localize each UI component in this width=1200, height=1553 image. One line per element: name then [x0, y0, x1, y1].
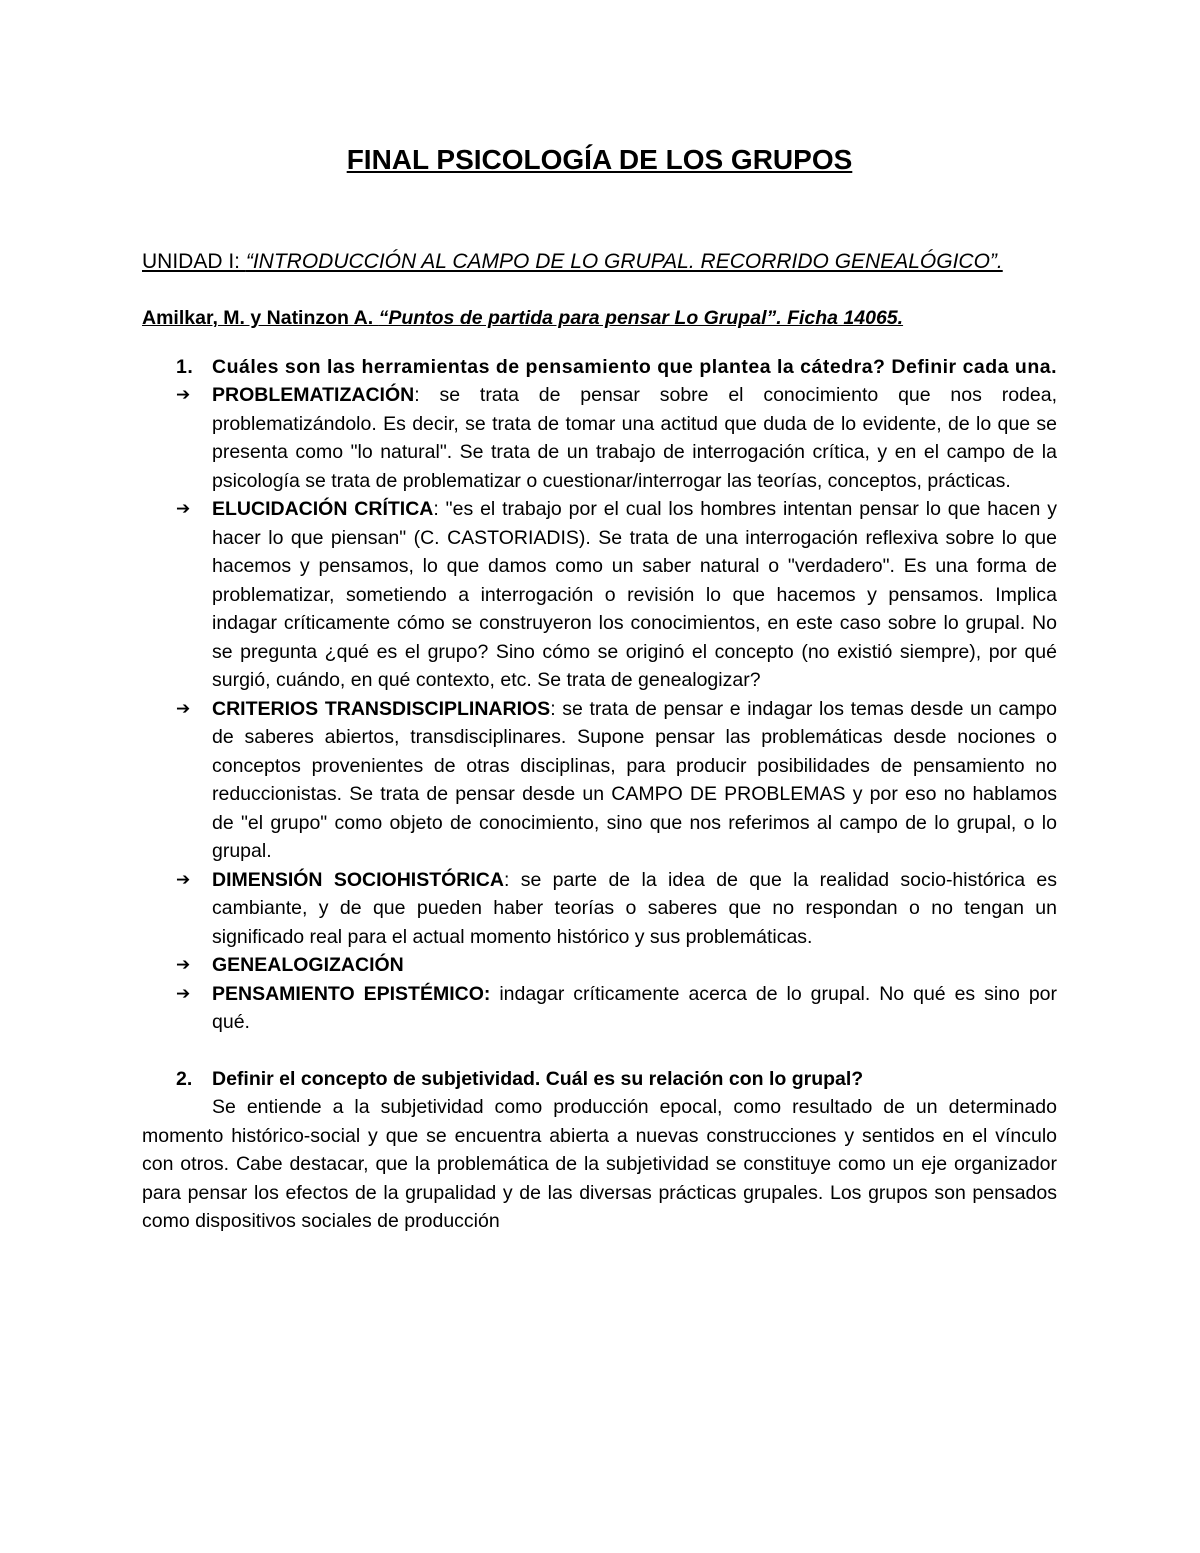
arrow-bullet-icon: ➔ [176, 698, 191, 718]
unit-prefix: UNIDAD I: [142, 250, 246, 273]
arrow-bullet-icon: ➔ [176, 385, 191, 404]
arrow-bullet-icon: ➔ [176, 983, 191, 1003]
list-item [142, 495, 1057, 695]
bullet-text: : se parte de la idea de que la realidad socio-histórica es cambiante, y de que pueden haber teorías o saberes que no respondan o no tengan un significado real para el actual momento histórico y sus problemáticas. [212, 868, 1057, 948]
question-2-number: 2. [176, 1067, 193, 1090]
bullet-term: PROBLEMATIZACIÓN [212, 384, 415, 406]
list-item [142, 695, 1057, 866]
document-title: FINAL PSICOLOGÍA DE LOS GRUPOS [346, 144, 853, 175]
bullet-term: GENEALOGIZACIÓN [212, 954, 404, 976]
list-item [142, 866, 1057, 952]
question-1 [142, 353, 1057, 382]
list-item [142, 381, 1057, 495]
bullet-text: : se trata de pensar e indagar los temas desde un campo de saberes abiertos, transdisciplinares. Supone pensar las problemáticas desde nociones o conceptos provenientes de otras disciplinas, para producir posibilidades de pensamiento no reduccionistas. Se trata de pensar desde un CAMPO DE PROBLEMAS y por eso no hablamos de "el grupo" como objeto de conocimiento, sino que nos referimos al campo de lo grupal, o lo grupal. [212, 697, 1058, 862]
bullet-term: PENSAMIENTO EPISTÉMICO: [212, 982, 491, 1005]
bullet-term: ELUCIDACIÓN CRÍTICA [212, 498, 434, 520]
bullet-text: : se trata de pensar sobre el conocimiento que nos rodea, problematizándolo. Es decir, se trata de tomar una actitud que duda de lo evidente, de lo que se presenta como "lo natural". Se trata de un trabajo de interrogación crítica, y en el campo de la psicología se trata de problematizar o cuestionar/interrogar las teorías, conceptos, prácticas. [212, 384, 1057, 492]
question-2-text: Definir el concepto de subjetividad. Cuál es su relación con lo grupal? [212, 1067, 864, 1090]
bullet-text: indagar críticamente acerca de lo grupal. No qué es sino por qué. [212, 982, 1057, 1033]
tools-list [142, 381, 1057, 1037]
unit-title: “INTRODUCCIÓN AL CAMPO DE LO GRUPAL. RECORRIDO GENEALÓGICO”. [245, 250, 1003, 273]
bullet-term: CRITERIOS TRANSDISCIPLINARIOS [212, 697, 551, 720]
bullet-term: DIMENSIÓN SOCIOHISTÓRICA [212, 868, 504, 891]
list-item [142, 951, 1057, 980]
section-spacer [142, 1037, 1057, 1065]
arrow-bullet-icon: ➔ [176, 955, 191, 974]
reference-authors: Amilkar, M. y Natinzon A. [142, 307, 379, 329]
arrow-bullet-icon: ➔ [176, 499, 191, 518]
answer-paragraph: Se entiende a la subjetividad como producción epocal, como resultado de un determinado momento histórico-social y que se encuentra abierta a nuevas construcciones y sentidos en el vínculo con otros. Cabe destacar, que la problemática de la subjetividad se constituye como un eje organizador para pensar los efectos de la grupalidad y de las diversas prácticas grupales. Los grupos son pensados como dispositivos sociales de producción [142, 1096, 1057, 1232]
reference-heading [142, 304, 1057, 333]
question-1-text: Cuáles son las herramientas de pensamiento que plantea la cátedra? Definir cada una. [212, 355, 1058, 378]
unit-heading [142, 246, 1057, 278]
arrow-bullet-icon: ➔ [176, 869, 191, 889]
list-item [142, 980, 1057, 1037]
bullet-text: : "es el trabajo por el cual los hombres intentan pensar lo que hacen y hacer lo que piensan" (C. CASTORIADIS). Se trata de una interrogación reflexiva sobre lo que hacemos y pensamos, lo que damos como un saber natural o "verdadero". Es una forma de problematizar, sometiendo a interrogación o revisión lo que hacemos y pensamos. Implica indagar críticamente cómo se construyeron los conocimientos, en este caso sobre lo grupal. No se pregunta ¿qué es el grupo? Sino cómo se originó el concepto (no existió siempre), por qué surgió, cuándo, en qué contexto, etc. Se trata de genealogizar? [212, 498, 1057, 691]
reference-work: “Puntos de partida para pensar Lo Grupal”. Ficha 14065. [378, 307, 904, 329]
document-content [142, 140, 1057, 1236]
question-2 [142, 1065, 1057, 1094]
question-1-number: 1. [176, 355, 194, 378]
